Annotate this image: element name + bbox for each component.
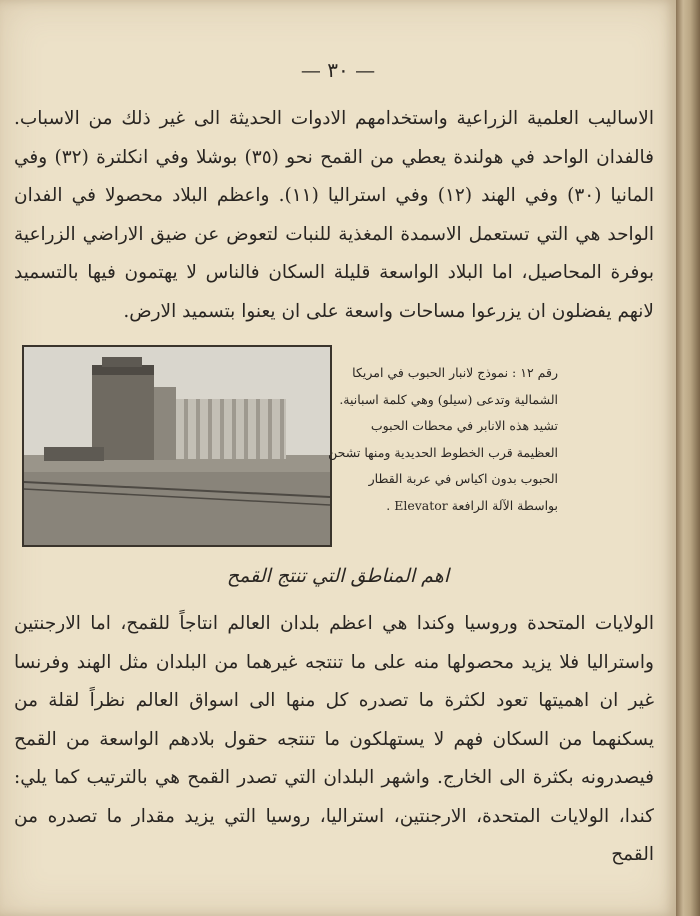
grain-elevator-illustration (24, 347, 330, 545)
grain-elevator-photo (22, 345, 332, 547)
body-paragraph-2: الولايات المتحدة وروسيا وكندا هي اعظم بلدان العالم انتاجاً للقمح، اما الارجنتين واستراليا فلا يزيد محصولها منه على ما تنتجه غيرهما من البلدان مثل الهند وفرنسا غير ان اهميتها تعود لكثرة ما تصدره كل منها الى اسواق العالم نظراً لقلة من يسكنهما من السكان فهم لا يستهلكون ما تنتجه حقول بلادهم الواسعة من القمح فيصدرونه بكثرة الى الخارج. واشهر البلدان التي تصدر القمح هي بالترتيب كما يلي: كندا، الولايات المتحدة، الارجنتين، استراليا، روسيا التي يزيد مقدار ما تصدره من القمح (14, 613, 654, 865)
body-paragraph-1: الاساليب العلمية الزراعية واستخدامهم الادوات الحديثة الى غير ذلك من الاسباب. فالفدان الواحد في هولندة يعطي من القمح نحو (٣٥) بوشلا وفي انكلترة (٣٢) وفي المانيا (٣٠) وفي الهند (١٢) وفي استراليا (١١). واعظم البلاد محصولا في الفدان الواحد هي التي تستعمل الاسمدة المغذية للنبات لتعوض عن ضيق الاراضي الزراعية بوفرة المحاصيل، اما البلاد الواسعة قليلة السكان فالناس لا يهتمون فيها بالتسميد لانهم يفضلون ان يزرعوا مساحات واسعة على ان يعنوا بتسميد الارض. (14, 108, 655, 322)
figure-caption: رقم ١٢ : نموذج لانبار الحبوب في امريكا الشمالية وتدعى (سيلو) وهي كلمة اسبانية. تشيد هذه الانابر في محطات الحبوب العظيمة قرب الخطوط الحديدية ومنها تشحن الحبوب بدون اكياس في عربة القطار بواسطة الآلة الرافعة Elevator . (328, 365, 558, 513)
page-number: — ٣٠ — (300, 58, 376, 82)
section-heading: اهم المناطق التي تنتج القمح (226, 565, 450, 587)
book-page-edge (676, 0, 700, 916)
